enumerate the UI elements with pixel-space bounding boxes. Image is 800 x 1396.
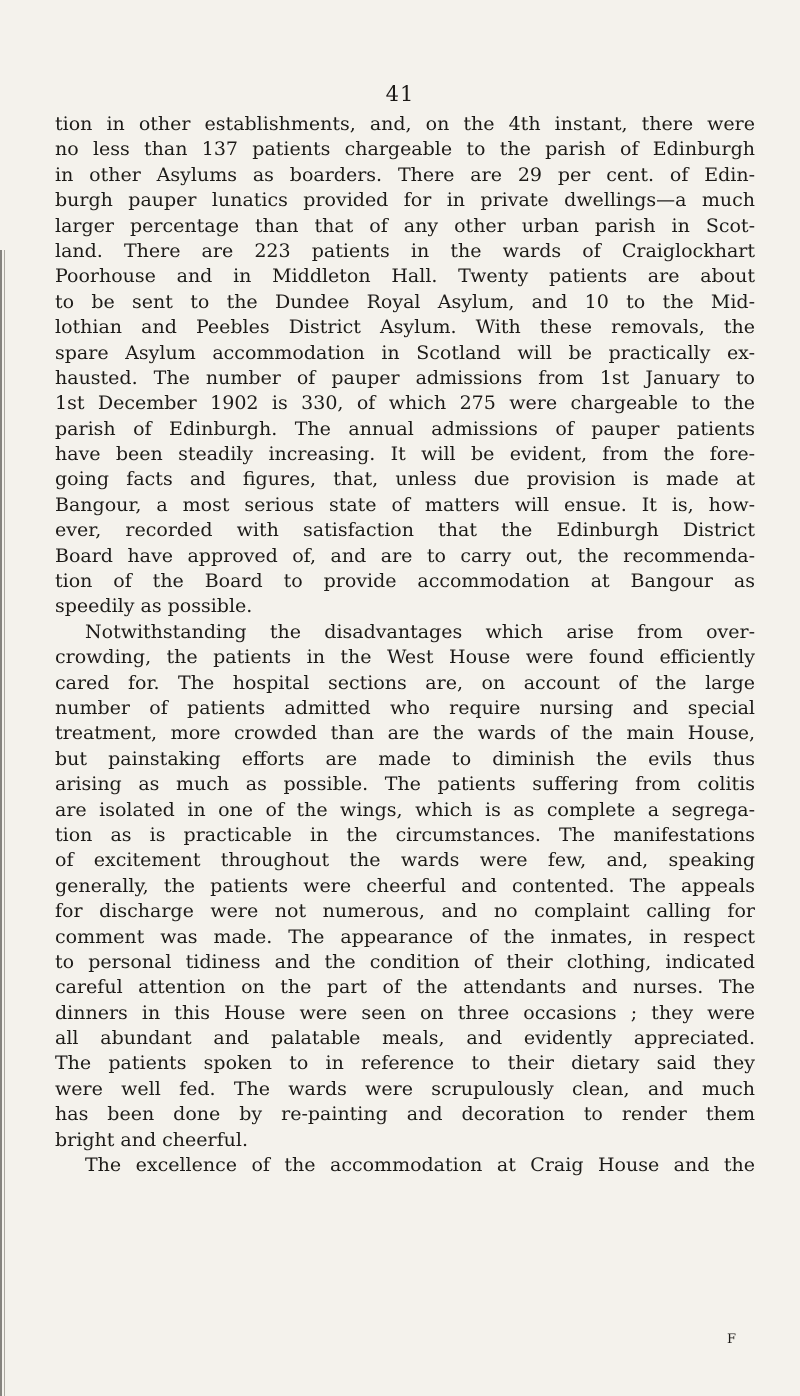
text-line: land. There are 223 patients in the wards of Craiglockhart [55,239,755,262]
text-line: tion in other establishments, and, on the 4th instant, there were [55,113,755,135]
text-line: but painstaking efforts are made to diminish the evils thus [55,747,755,770]
text-line: comment was made. The appearance of the inmates, in respect [55,925,755,948]
text-line: to personal tidiness and the condition of their clothing, indicated [55,950,755,973]
text-line: in other Asylums as boarders. There are 29 per cent. of Edin- [55,163,755,186]
text-line: has been done by re-painting and decoration to render them [55,1103,755,1126]
text-line: larger percentage than that of any other urban parish in Scot- [55,214,755,237]
text-line: have been steadily increasing. It will be evident, from the fore- [55,443,755,466]
text-line: Notwithstanding the disadvantages which arise from over- [85,620,755,643]
text-line: speedily as possible. [55,595,253,618]
text-line: spare Asylum accommodation in Scotland will be practically ex- [55,341,755,364]
text-line: treatment, more crowded than are the wards of the main House, [55,722,755,745]
page-number: 41 [385,82,415,106]
text-line: crowding, the patients in the West House were found efficiently [55,646,755,669]
text-line: generally, the patients were cheerful and contented. The appeals [55,874,755,897]
text-line: are isolated in one of the wings, which is as complete a segrega- [55,798,755,821]
text-line: Poorhouse and in Middleton Hall. Twenty patients are about [55,265,755,288]
page-binding-edge [0,250,8,1396]
text-line: all abundant and palatable meals, and evidently appreciated. [55,1027,755,1050]
text-line: ever, recorded with satisfaction that the Edinburgh District [55,519,755,542]
signature-mark: F [727,1332,737,1347]
text-line: for discharge were not numerous, and no complaint calling for [55,900,755,923]
text-line: bright and cheerful. [55,1128,248,1151]
text-line: to be sent to the Dundee Royal Asylum, and 10 to the Mid- [55,290,755,313]
text-line: tion as is practicable in the circumstances. The manifestations [55,823,755,846]
text-line: number of patients admitted who require nursing and special [55,696,755,719]
text-line: 1st December 1902 is 330, of which 275 were chargeable to the [55,392,755,415]
body-text [55,112,755,1178]
text-line: going facts and figures, that, unless due provision is made at [55,468,755,491]
text-line: were well fed. The wards were scrupulously clean, and much [55,1077,755,1100]
text-line: tion of the Board to provide accommodation at Bangour as [55,570,755,593]
text-line: of excitement throughout the wards were few, and, speaking [55,849,755,872]
text-line: The excellence of the accommodation at Craig House and the [85,1154,755,1177]
text-line: no less than 137 patients chargeable to the parish of Edinburgh [55,138,755,161]
text-line: hausted. The number of pauper admissions from 1st January to [55,366,755,389]
text-line: arising as much as possible. The patients suffering from colitis [55,773,755,796]
text-line: Bangour, a most serious state of matters will ensue. It is, how- [55,493,755,516]
text-line: The patients spoken to in reference to their dietary said they [55,1052,755,1075]
text-line: parish of Edinburgh. The annual admissions of pauper patients [55,417,755,440]
text-line: dinners in this House were seen on three occasions ; they were [55,1001,755,1024]
text-line: lothian and Peebles District Asylum. With these removals, the [55,316,755,339]
text-line: cared for. The hospital sections are, on account of the large [55,671,755,694]
text-line: Board have approved of, and are to carry out, the recommenda- [55,544,755,567]
text-line: careful attention on the part of the attendants and nurses. The [55,976,755,999]
text-line: burgh pauper lunatics provided for in private dwellings—a much [55,189,755,212]
